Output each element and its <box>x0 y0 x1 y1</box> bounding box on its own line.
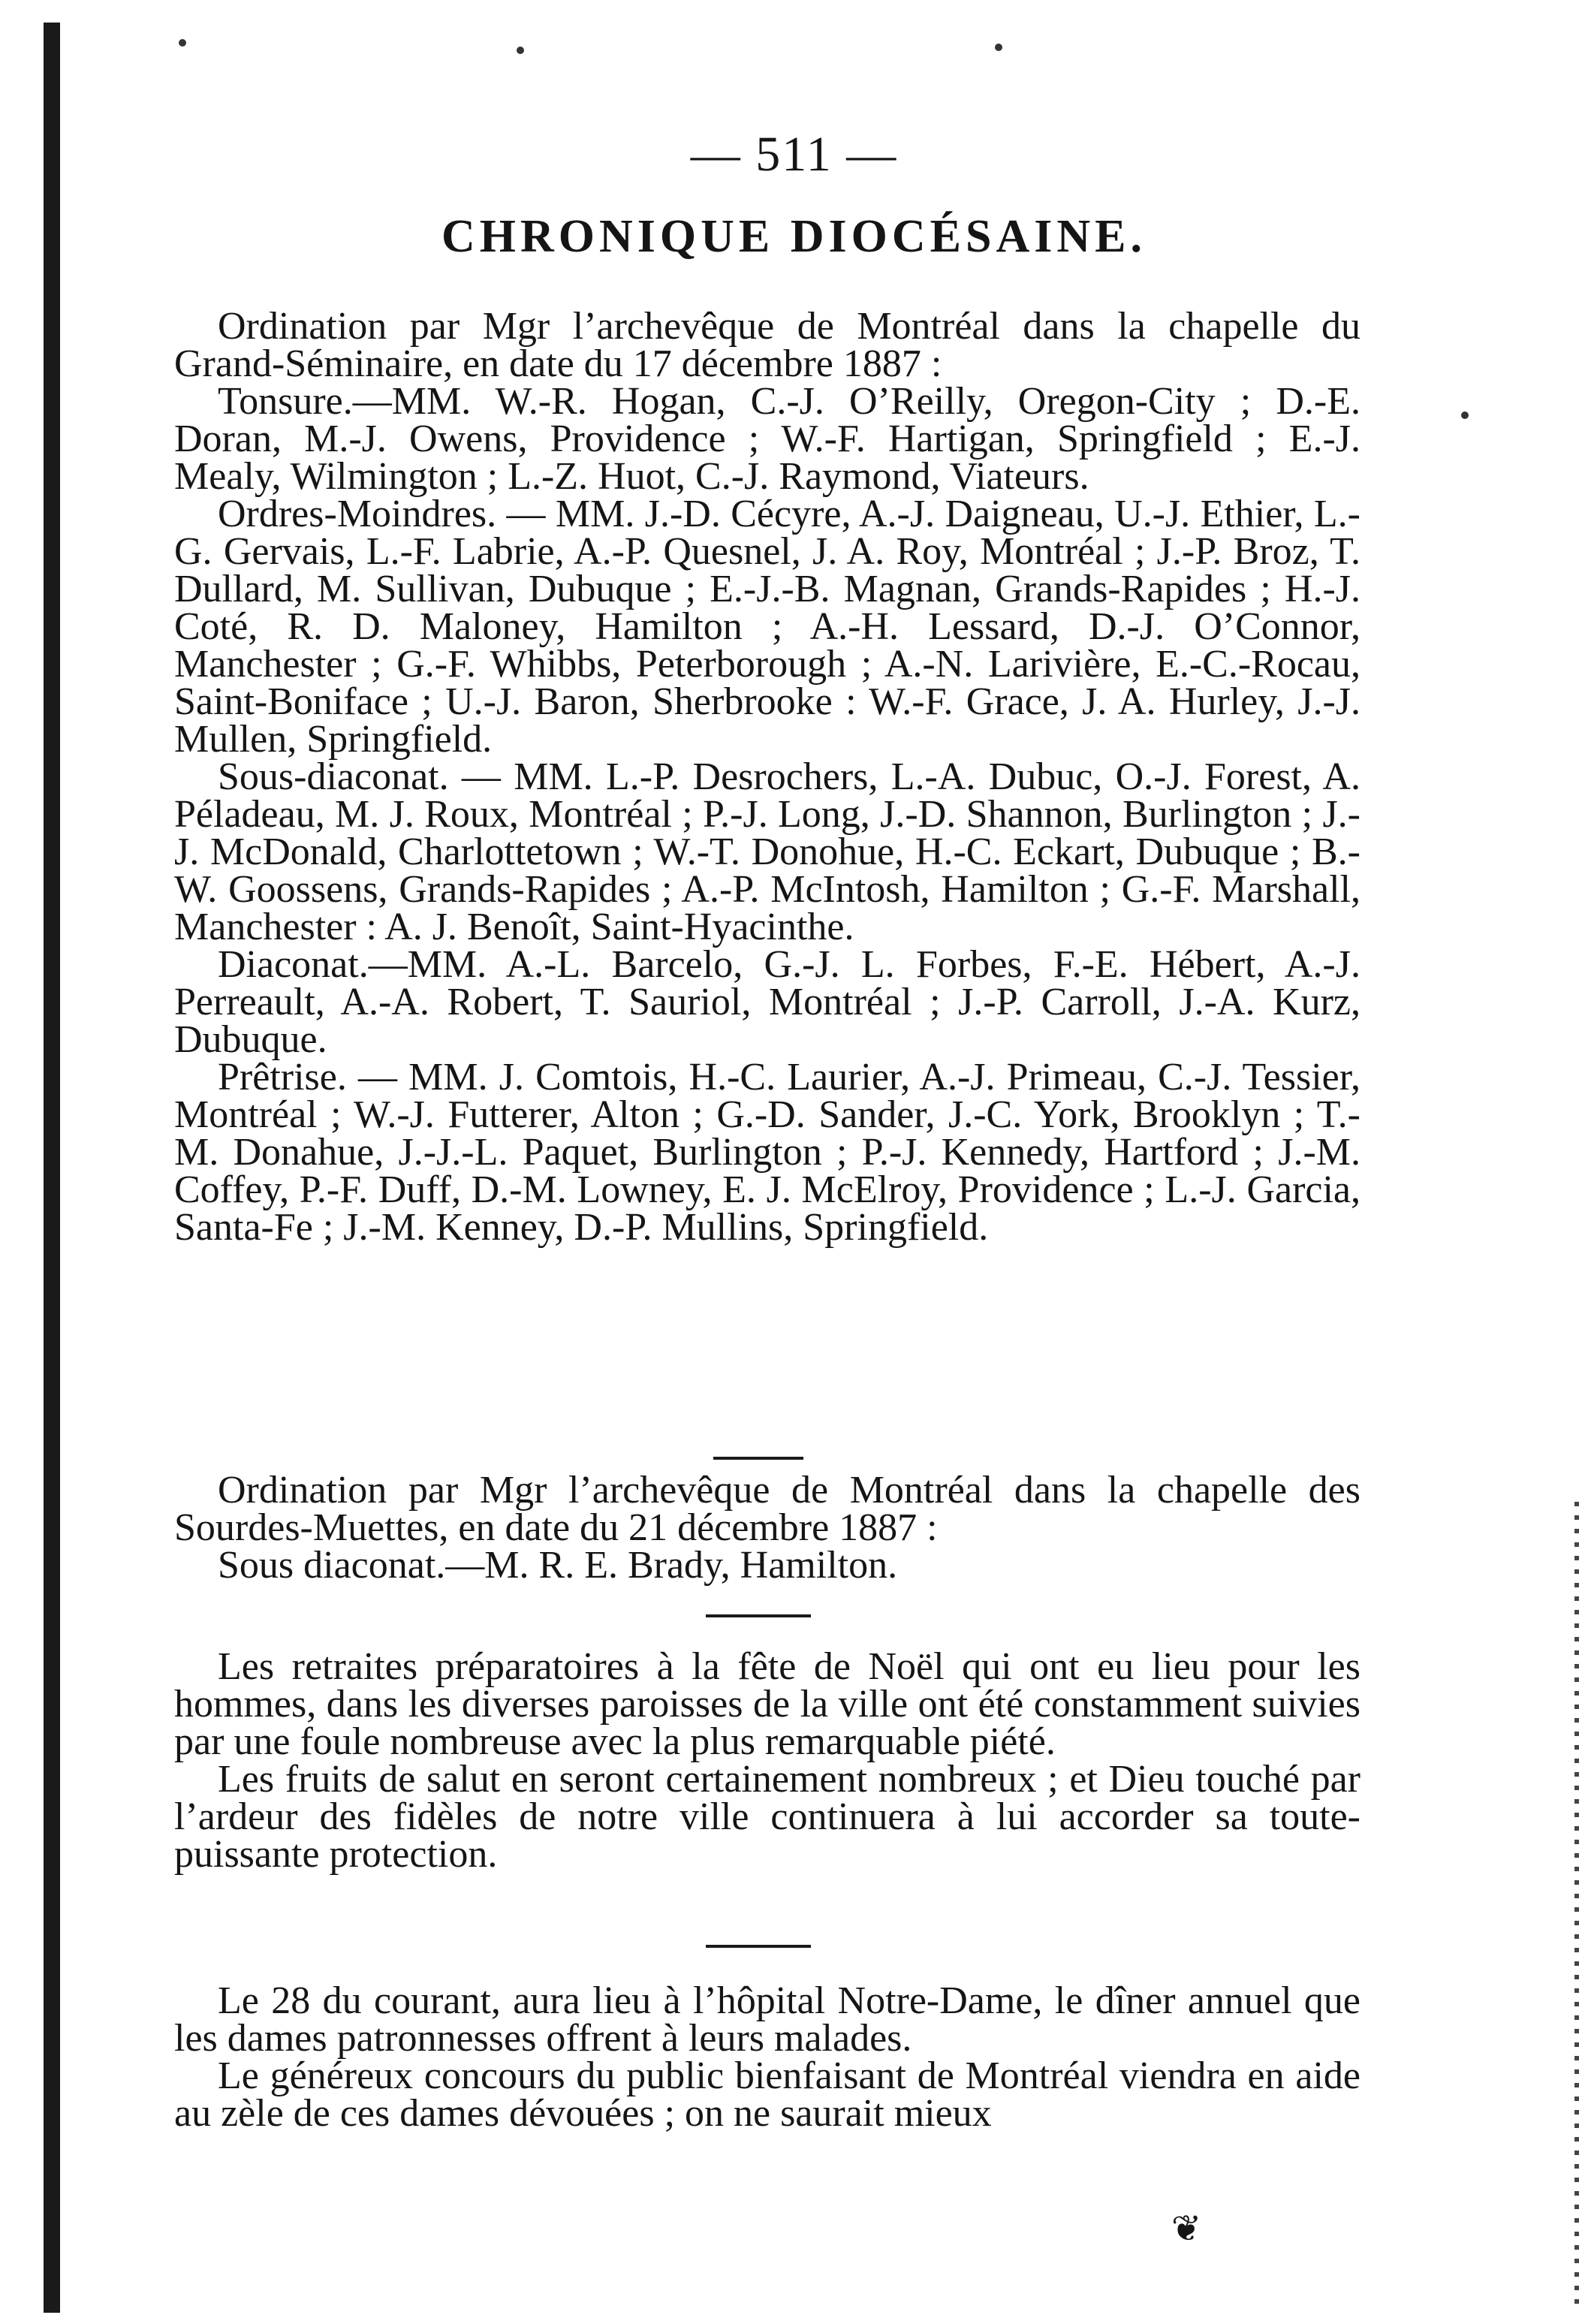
hospital-dinner-section <box>174 1979 1360 2135</box>
ordination-intro: Ordination par Mgr l’archevêque de Montréal dans la chapelle des Sourdes-Muettes, en date du 21 décembre 1887 : <box>174 1469 1360 1549</box>
ordination-seminary-section <box>174 305 1360 1249</box>
ordination-intro: Ordination par Mgr l’archevêque de Montréal dans la chapelle du Grand-Séminaire, en date du 17 décembre 1887 : <box>174 305 1360 385</box>
separator-rule <box>706 1614 811 1617</box>
print-speck <box>179 39 186 47</box>
binding-edge <box>44 23 60 2313</box>
page-heading: CHRONIQUE DIOCÉSAINE. <box>441 211 1147 262</box>
minor-orders-list: Ordres-Moindres. — MM. J.-D. Cécyre, A.-J. Daigneau, U.-J. Ethier, L.-G. Gervais, L.-F. Labrie, A.-P. Quesnel, J. A. Roy, Montréal ; J.-P. Broz, T. Dullard, M. Sullivan, Dubuque ; E.-J.-B. Magnan, Grands-Rapides ; H.-J. Coté, R. D. Maloney, Hamilton ; A.-H. Lessard, D.-J. O’Connor, Manchester ; G.-F. Whibbs, Peterborough ; A.-N. Larivière, E.-C.-Rocau, Saint-Boniface ; U.-J. Baron, Sherbrooke : W.-F. Grace, J. A. Hurley, J.-J. Mullen, Springfield. <box>174 493 1360 761</box>
page-number: — 511 — <box>690 127 898 182</box>
christmas-retreats-section <box>174 1645 1360 1876</box>
public-support-paragraph: Le généreux concours du public bienfaisant de Montréal viendra en aide au zèle de ces dames dévouées ; on ne saurait mieux <box>174 2054 1360 2135</box>
tonsure-list: Tonsure.—MM. W.-R. Hogan, C.-J. O’Reilly, Oregon-City ; D.-E. Doran, M.-J. Owens, Providence ; W.-F. Hartigan, Springfield ; E.-J. Mealy, Wilmington ; L.-Z. Huot, C.-J. Raymond, Viateurs. <box>174 380 1360 498</box>
print-speck <box>995 44 1002 51</box>
dinner-paragraph: Le 28 du courant, aura lieu à l’hôpital Notre-Dame, le dîner annuel que les dames patronnesses offrent à leurs malades. <box>174 1979 1360 2060</box>
print-speck <box>517 47 524 54</box>
page-edge-marks <box>1574 1502 1579 2313</box>
retreats-paragraph: Les retraites préparatoires à la fête de Noël qui ont eu lieu pour les hommes, dans les diverses paroisses de la ville ont été constamment suivies par une foule nombreuse avec la plus remarquable piété. <box>174 1645 1360 1763</box>
print-speck <box>1461 411 1469 419</box>
priesthood-list: Prêtrise. — MM. J. Comtois, H.-C. Laurier, A.-J. Primeau, C.-J. Tessier, Montréal ; W.-J. Futterer, Alton ; G.-D. Sander, J.-C. York, Brooklyn ; T.-M. Donahue, J.-J.-L. Paquet, Burlington ; P.-J. Kennedy, Hartford ; J.-M. Coffey, P.-F. Duff, D.-M. Lowney, E. J. McElroy, Providence ; L.-J. Garcia, Santa-Fe ; J.-M. Kenney, D.-P. Mullins, Springfield. <box>174 1056 1360 1249</box>
subdiaconate-list: Sous-diaconat. — MM. L.-P. Desrochers, L.-A. Dubuc, O.-J. Forest, A. Péladeau, M. J. Roux, Montréal ; P.-J. Long, J.-D. Shannon, Burlington ; J.-J. McDonald, Charlottetown ; W.-T. Donohue, H.-C. Eckart, Dubuque ; B.-W. Goossens, Grands-Rapides ; A.-P. McIntosh, Hamilton ; G.-F. Marshall, Manchester : A. J. Benoît, Saint-Hyacinthe. <box>174 755 1360 948</box>
subdiaconate-entry: Sous diaconat.—M. R. E. Brady, Hamilton. <box>218 1544 898 1587</box>
separator-rule <box>706 1945 811 1948</box>
ordination-sourdes-muettes-section <box>174 1469 1360 1587</box>
diaconate-list: Diaconat.—MM. A.-L. Barcelo, G.-J. L. Forbes, F.-E. Hébert, A.-J. Perreault, A.-A. Robert, T. Sauriol, Montréal ; J.-P. Carroll, J.-A. Kurz, Dubuque. <box>174 943 1360 1061</box>
separator-rule <box>713 1457 803 1460</box>
fruits-paragraph: Les fruits de salut en seront certainement nombreux ; et Dieu touché par l’ardeur des fidèles de notre ville continuera à lui accorder sa toute-puissante protection. <box>174 1758 1360 1876</box>
footer-ornament-icon: ❦ <box>1171 2209 1202 2249</box>
